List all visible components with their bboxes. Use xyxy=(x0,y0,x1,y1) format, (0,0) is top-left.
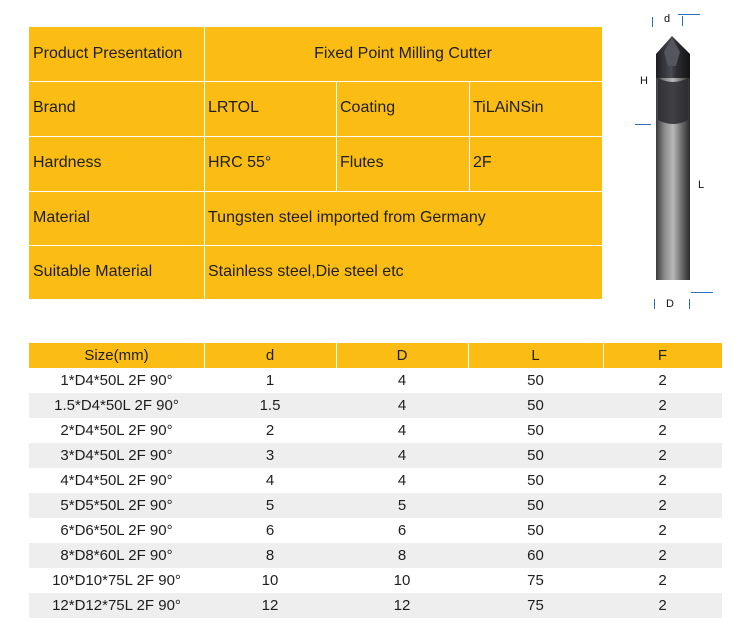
cell-F: 2 xyxy=(658,572,667,589)
cell-size: 12*D12*75L 2F 90° xyxy=(52,597,181,614)
cell-d: 3 xyxy=(265,447,275,464)
cell-D: 5 xyxy=(397,497,407,514)
cell-F: 2 xyxy=(658,472,667,489)
cell-L: 50 xyxy=(527,447,544,464)
info-label: Coating xyxy=(340,99,396,116)
cell-F: 2 xyxy=(658,522,667,539)
table-row xyxy=(29,518,722,543)
cell-L: 60 xyxy=(527,547,544,564)
cell-L: 75 xyxy=(527,572,544,589)
info-label: Material xyxy=(33,209,90,226)
cell-d: 8 xyxy=(265,547,275,564)
divider xyxy=(204,27,205,299)
column-header: F xyxy=(657,347,668,364)
cell-L: 50 xyxy=(527,497,544,514)
cell-F: 2 xyxy=(658,397,667,414)
table-row xyxy=(29,568,722,593)
cell-F: 2 xyxy=(658,447,667,464)
cell-D: 6 xyxy=(397,522,407,539)
cell-L: 50 xyxy=(527,422,544,439)
cell-d: 1.5 xyxy=(259,397,281,414)
info-label: Hardness xyxy=(33,154,102,171)
cell-size: 10*D10*75L 2F 90° xyxy=(52,572,181,589)
divider xyxy=(29,81,602,82)
cell-F: 2 xyxy=(658,372,667,389)
cell-d: 4 xyxy=(265,472,275,489)
info-value: Fixed Point Milling Cutter xyxy=(314,45,492,62)
table-row xyxy=(29,393,722,418)
cell-F: 2 xyxy=(658,497,667,514)
info-value: TiLAiNSin xyxy=(473,99,544,116)
cell-D: 4 xyxy=(397,397,407,414)
info-value: 2F xyxy=(473,154,492,171)
cell-D: 4 xyxy=(397,422,407,439)
cell-D: 4 xyxy=(397,372,407,389)
divider xyxy=(29,136,602,137)
cell-d: 1 xyxy=(265,372,275,389)
cell-L: 50 xyxy=(527,397,544,414)
column-header: D xyxy=(396,347,408,364)
cell-D: 8 xyxy=(397,547,407,564)
cell-d: 6 xyxy=(265,522,275,539)
cell-D: 4 xyxy=(397,447,407,464)
table-row xyxy=(29,593,722,618)
cell-size: 1*D4*50L 2F 90° xyxy=(60,372,173,389)
column-header: Size(mm) xyxy=(84,347,149,364)
cell-d: 5 xyxy=(265,497,275,514)
divider xyxy=(336,81,337,191)
info-value: HRC 55° xyxy=(208,154,272,171)
cell-L: 75 xyxy=(527,597,544,614)
cell-size: 4*D4*50L 2F 90° xyxy=(60,472,173,489)
dim-label-d: d xyxy=(664,13,671,25)
cell-d: 10 xyxy=(261,572,279,589)
cell-D: 10 xyxy=(393,572,411,589)
info-row-hardness xyxy=(29,136,602,190)
table-row xyxy=(29,543,722,568)
cutter-dimension-diagram xyxy=(620,0,750,320)
info-row-brand xyxy=(29,81,602,135)
divider xyxy=(29,245,602,246)
info-value: Stainless steel,Die steel etc xyxy=(208,263,404,280)
cell-L: 50 xyxy=(527,372,544,389)
cell-L: 50 xyxy=(527,472,544,489)
table-row xyxy=(29,368,722,393)
info-label: Product Presentation xyxy=(33,45,183,62)
info-row-product xyxy=(29,27,602,81)
cell-L: 50 xyxy=(527,522,544,539)
cell-size: 5*D5*50L 2F 90° xyxy=(60,497,173,514)
info-row-material xyxy=(29,191,602,245)
cell-F: 2 xyxy=(658,422,667,439)
table-row xyxy=(29,468,722,493)
dim-label-D: D xyxy=(666,298,674,310)
info-value: Tungsten steel imported from Germany xyxy=(208,209,486,226)
info-label: Suitable Material xyxy=(33,263,153,280)
divider xyxy=(469,81,470,191)
dim-label-h: H xyxy=(640,75,648,87)
cell-F: 2 xyxy=(658,597,667,614)
info-row-suitable-material xyxy=(29,245,602,299)
cell-size: 3*D4*50L 2F 90° xyxy=(60,447,173,464)
cell-size: 6*D6*50L 2F 90° xyxy=(60,522,173,539)
table-row xyxy=(29,493,722,518)
cell-size: 1.5*D4*50L 2F 90° xyxy=(54,397,179,414)
info-label: Brand xyxy=(33,99,76,116)
column-header: L xyxy=(531,347,540,364)
column-header: d xyxy=(265,347,275,364)
size-table-header xyxy=(29,343,722,368)
info-value: LRTOL xyxy=(208,99,259,116)
cell-d: 2 xyxy=(265,422,275,439)
product-info-table xyxy=(29,27,602,299)
cell-D: 4 xyxy=(397,472,407,489)
table-row xyxy=(29,443,722,468)
table-row xyxy=(29,418,722,443)
cell-size: 8*D8*60L 2F 90° xyxy=(60,547,173,564)
divider xyxy=(29,191,602,192)
info-label: Flutes xyxy=(340,154,384,171)
cell-d: 12 xyxy=(261,597,279,614)
dim-label-l: L xyxy=(698,179,705,191)
cell-F: 2 xyxy=(658,547,667,564)
cell-size: 2*D4*50L 2F 90° xyxy=(60,422,173,439)
milling-cutter-illustration xyxy=(620,0,750,320)
cell-D: 12 xyxy=(393,597,411,614)
